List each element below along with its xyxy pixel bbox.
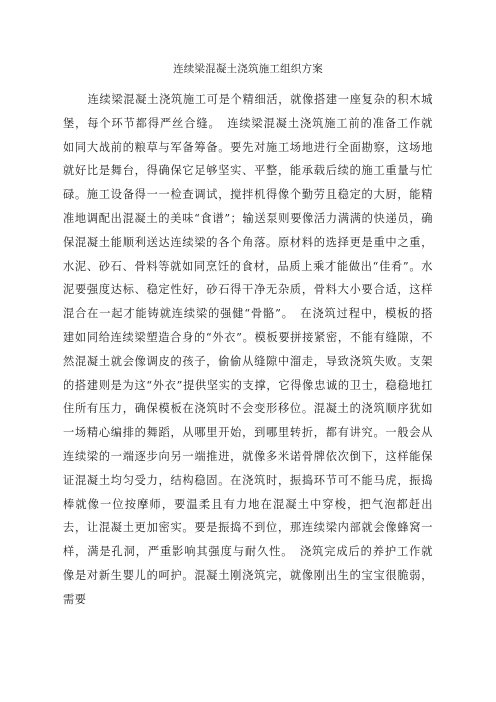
document-title: 连续梁混凝土浇筑施工组织方案 [173, 63, 323, 75]
paragraph-intro: 连续梁混凝土浇筑施工可是个精细活，就像搭建一座复杂的积木城堡，每个环节都得严丝合缝。 [63, 93, 433, 130]
document-body [63, 88, 433, 612]
paragraph-pouring-process: 在浇筑过程中，模板的搭建如同给连续梁塑造合身的“外衣”。模板要拼接紧密，不能有缝隙，不然混凝土就会像调皮的孩子，偷偷从缝隙中溜走，导致浇筑失败。支架的搭建则是为这“外衣”提供坚实的支撑，它得像忠诚的卫士，稳稳地扛住所有压力，确保模板在浇筑时不会变形移位。混凝土的浇筑顺序犹如一场精心编排的舞蹈，从哪里开始，到哪里转折，都有讲究。一般会从连续梁的一端逐步向另一端推进，就像多米诺骨牌依次倒下，这样能保证混凝土均匀受力，结构稳固。在浇筑时，振捣环节可不能马虎，振捣棒就像一位按摩师，要温柔且有力地在混凝土中穿梭，把气泡都赶出去，让混凝土更加密实。要是振捣不到位，那连续梁内部就会像蜂窝一样，满是孔洞，严重影响其强度与耐久性。 [63, 307, 433, 559]
paragraph-curing: 浇筑完成后的养护工作就像是对新生婴儿的呵护。混凝土刚浇筑完，就像刚出生的宝宝很脆弱，需要 [63, 545, 433, 606]
paragraph-preparation: 连续梁混凝土浇筑施工前的准备工作就如同大战前的粮草与军备筹备。要先对施工场地进行全面勘察，这场地就好比是舞台，得确保它足够坚实、平整，能承载后续的施工重量与忙碌。施工设备得一一检查调试，搅拌机得像个勤劳且稳定的大厨，能精准地调配出混凝土的美味“食谱”；输送泵则要像活力满满的快递员，确保混凝土能顺利送达连续梁的各个角落。原材料的选择更是重中之重，水泥、砂石、骨料等就如同烹饪的食材，品质上乘才能做出“佳肴”。水泥要强度达标、稳定性好，砂石得干净无杂质，骨料大小要合适，这样混合在一起才能铸就连续梁的强健“骨骼”。 [63, 116, 433, 321]
